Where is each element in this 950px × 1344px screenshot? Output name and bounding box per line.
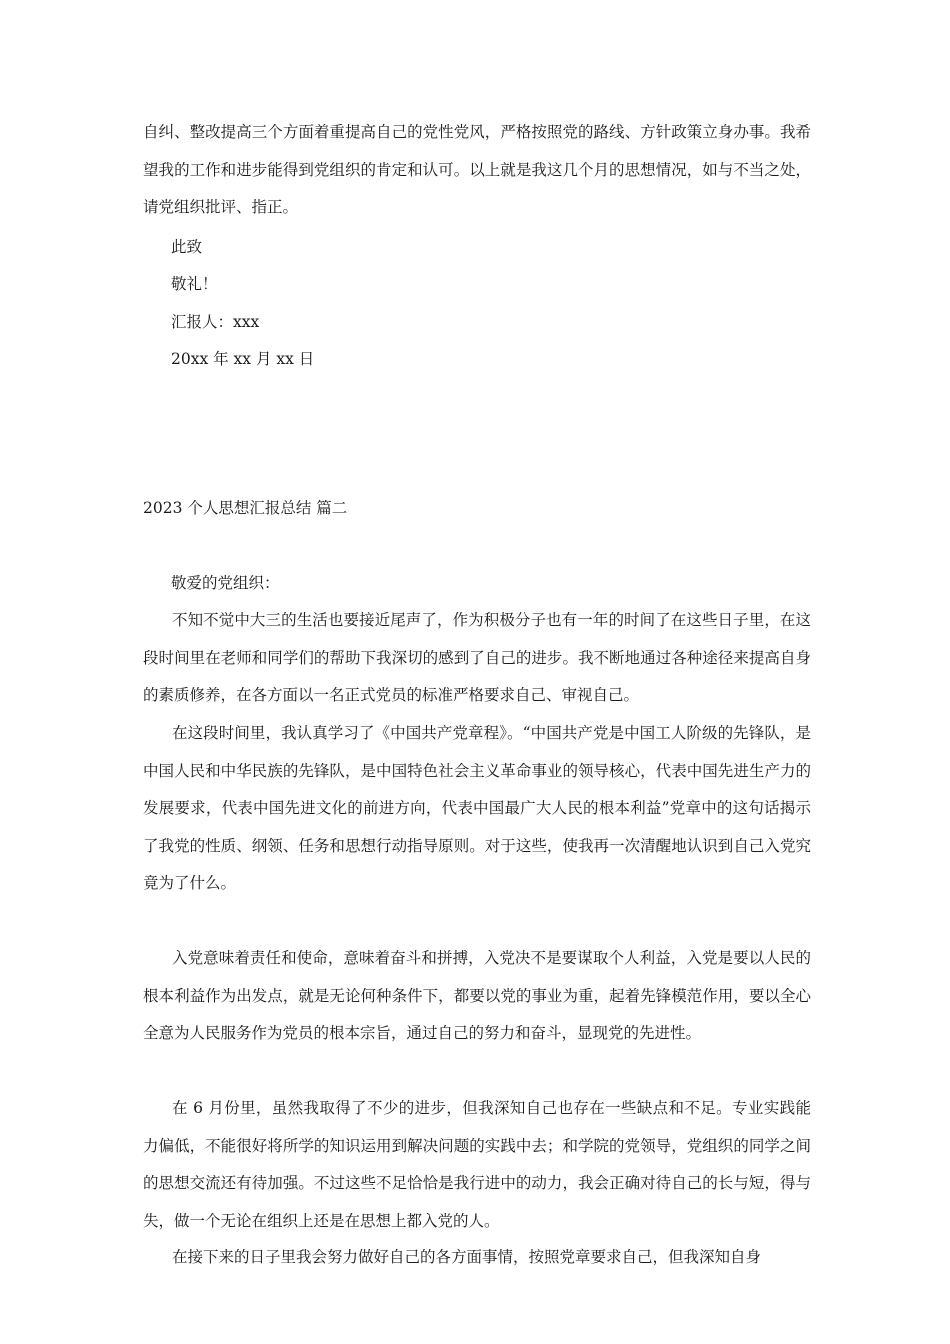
section-heading: 2023 个人思想汇报总结 篇二 — [143, 499, 348, 517]
body-paragraph-5: 在接下来的日子里我会努力做好自己的各方面事情，按照党章要求自己，但我深知自身 — [172, 1248, 762, 1266]
body-paragraph-4: 在 6 月份里，虽然我取得了不少的进步，但我深知自己也存在一些缺点和不足。专业实践能力偏低，不能很好将所学的知识运用到解决问题的实践中去；和学院的党领导，党组织的同学之间的思想交流还有待加强。不过这些不足恰恰是我行进中的动力，我会正确对待自己的长与短，得与失，做一个无论在组织上还是在思想上都入党的人。 — [143, 1099, 811, 1230]
report-date: 20xx 年 xx 月 xx 日 — [171, 350, 315, 368]
body-paragraph-3: 入党意味着责任和使命，意味着奋斗和拼搏，入党决不是要谋取个人利益，入党是要以人民的根本利益作为出发点，就是无论何种条件下，都要以党的事业为重，起着先锋模范作用，要以全心全意为人民服务作为党员的根本宗旨，通过自己的努力和奋斗，显现党的先进性。 — [143, 949, 811, 1042]
body-paragraph-2: 在这段时间里，我认真学习了《中国共产党章程》。“中国共产党是中国工人阶级的先锋队，是中国人民和中华民族的先锋队，是中国特色社会主义革命事业的领导核心，代表中国先进生产力的发展要求，代表中国先进文化的前进方向，代表中国最广大人民的根本利益”党章中的这句话揭示了我党的性质、纲领、任务和思想行动指导原则。对于这些，使我再一次清醒地认识到自己入党究竟为了什么。 — [143, 724, 811, 892]
closing-salutation-2: 敬礼！ — [171, 275, 218, 293]
greeting: 敬爱的党组织： — [171, 574, 280, 592]
body-paragraph-1: 不知不觉中大三的生活也要接近尾声了，作为积极分子也有一年的时间了在这些日子里，在这段时间里在老师和同学们的帮助下我深切的感到了自己的进步。我不断地通过各种途径来提高自身的素质修养，在各方面以一名正式党员的标准严格要求自己、审视自己。 — [143, 611, 811, 704]
closing-salutation-1: 此致 — [171, 238, 203, 256]
continuation-paragraph: 自纠、整改提高三个方面着重提高自己的党性党风，严格按照党的路线、方针政策立身办事。我希望我的工作和进步能得到党组织的肯定和认可。以上就是我这几个月的思想情况，如与不当之处，请党组织批评、指正。 — [143, 123, 811, 216]
reporter-signature: 汇报人：xxx — [171, 313, 260, 331]
